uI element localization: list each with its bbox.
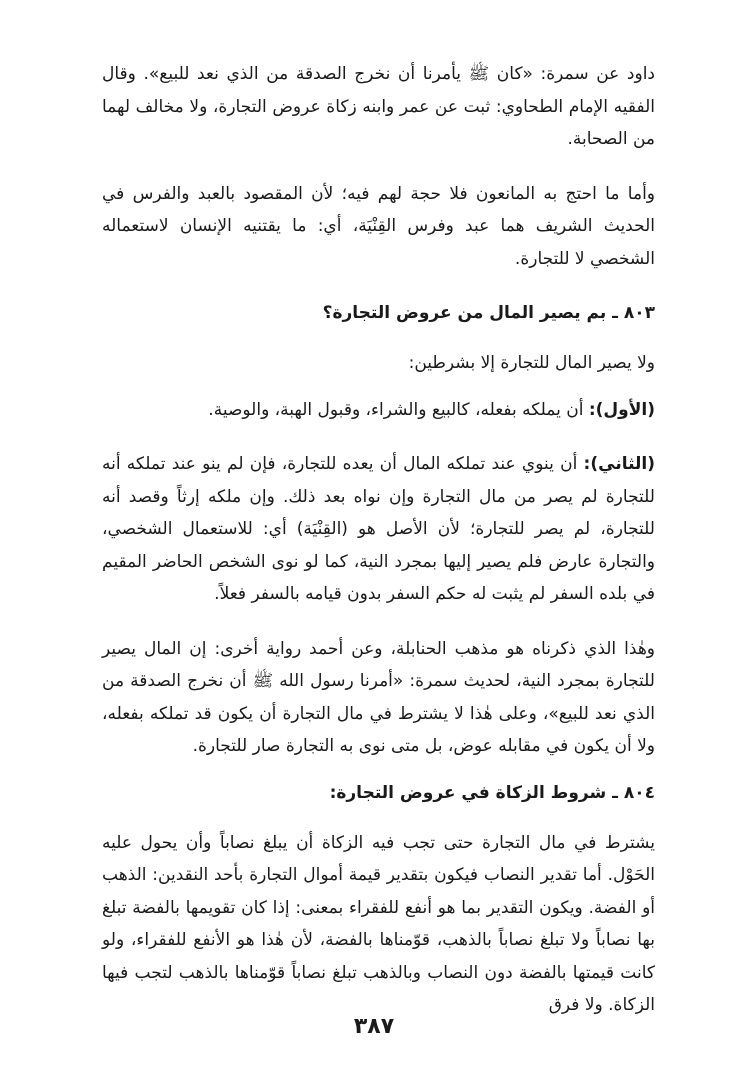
page-body bbox=[102, 58, 655, 1022]
section-heading-804: ٨٠٤ ـ شروط الزكاة في عروض التجارة: bbox=[329, 782, 655, 803]
paragraph-qinya: وأما ما احتج به المانعون فلا حجة لهم فيه؛ لأن المقصود بالعبد والفرس في الحديث الشريف هما عبد وفرس القِنْيَة، أي: ما يقتنيه الإنسان لاستعماله الشخصي لا للتجارة. bbox=[102, 183, 655, 269]
paragraph-nisab: يشترط في مال التجارة حتى تجب فيه الزكاة أن يبلغ نصاباً وأن يحول عليه الحَوْل. أما تقدير النصاب فيكون بتقدير قيمة أموال التجارة بأحد النقدين: الذهب أو الفضة. ويكون التقدير بما هو أنفع للفقراء بمعنى: إذا كان تقويمها بالفضة تبلغ بها نصاباً ولا تبلغ نصاباً بالذهب، قوّمناها بالفضة، لأن هٰذا هو الأنفع للفقراء، ولو كانت قيمتها بالفضة دون النصاب وبالذهب تبلغ نصاباً قوّمناها بالذهب لتجب فيها الزكاة. ولا فرق bbox=[102, 832, 655, 1015]
paragraph-hanbali: وهٰذا الذي ذكرناه هو مذهب الحنابلة، وعن أحمد رواية أخرى: إن المال يصير للتجارة بمجرد النية، لحديث سمرة: «أمرنا رسول الله ﷺ أن نخرج الصدقة من الذي نعد للبيع»، وعلى هٰذا لا يشترط في مال التجارة أن يكون قد تملكه بفعله، ولا أن يكون في مقابله عوض، بل متى نوى به التجارة صار للتجارة. bbox=[102, 638, 655, 756]
second-condition-text: أن ينوي عند تملكه المال أن يعده للتجارة، فإن لم ينو عند تملكه أنه للتجارة لم يصر من مال التجارة وإن نواه بعد ذلك. وإن ملكه إرثاً وقصد أنه للتجارة، لم يصر للتجارة؛ لأن الأصل هو (القِنْيَة) أي: للاستعمال الشخصي، والتجارة عارض فلم يصير إليها بمجرد النية، كما لو نوى الشخص الحاضر المقيم في بلده السفر لم يثبت له حكم السفر بدون قيامه بالسفر فعلاً. bbox=[102, 454, 655, 604]
page-number: ٣٨٧ bbox=[353, 1014, 395, 1039]
paragraph-second-condition bbox=[102, 448, 655, 611]
section-heading-803: ٨٠٣ ـ بم يصير المال من عروض التجارة؟ bbox=[322, 303, 655, 323]
paragraph-sahaba: داود عن سمرة: «كان ﷺ يأمرنا أن نخرج الصدقة من الذي نعد للبيع». وقال الفقيه الإمام الطحاوي: ثبت عن عمر وابنه زكاة عروض التجارة، ولا مخالف لهما من الصحابة. bbox=[102, 64, 655, 149]
paragraph-first-condition bbox=[102, 394, 655, 427]
second-condition-label: (الثاني): bbox=[583, 454, 655, 474]
first-condition-label: (الأول): bbox=[588, 399, 655, 420]
paragraph-two-conditions: ولا يصير المال للتجارة إلا بشرطين: bbox=[408, 353, 655, 373]
first-condition-text: أن يملكه بفعله، كالبيع والشراء، وقبول الهبة، والوصية. bbox=[208, 399, 589, 420]
